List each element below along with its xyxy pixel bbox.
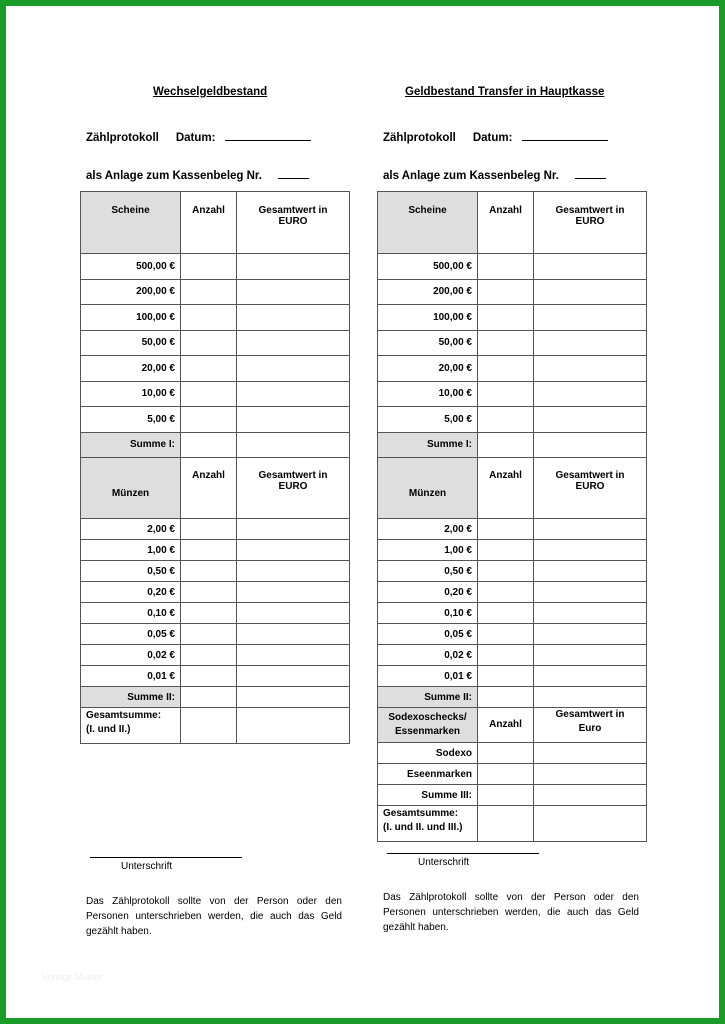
right-protocol-label: Zählprotokoll xyxy=(383,132,456,144)
table-row: 0,01 € xyxy=(378,666,647,687)
table-row: 20,00 € xyxy=(378,356,647,382)
header-scheine: Scheine xyxy=(378,192,478,254)
table-row: 2,00 € xyxy=(378,519,647,540)
header-gesamtwert: Gesamtwert in EURO xyxy=(237,192,350,254)
header-anzahl: Anzahl xyxy=(478,708,534,743)
right-note: Das Zählprotokoll sollte von der Person oder den Personen unterschrieben werden, die auch das Geld gezählt haben. xyxy=(383,892,639,933)
left-receipt-number-field[interactable] xyxy=(278,168,309,179)
table-row: 5,00 € xyxy=(378,407,647,433)
header-muenzen: Münzen xyxy=(81,458,181,519)
right-protocol-line xyxy=(383,130,608,144)
table-row: 1,00 € xyxy=(378,540,647,561)
right-title: Geldbestand Transfer in Hauptkasse xyxy=(405,86,605,98)
table-row: 0,02 € xyxy=(378,645,647,666)
sum1-row: Summe I: xyxy=(378,432,647,458)
right-signature-line[interactable] xyxy=(387,853,539,854)
header-anzahl: Anzahl xyxy=(181,458,237,519)
coins-header-row xyxy=(81,458,350,519)
header-anzahl: Anzahl xyxy=(181,192,237,254)
table-row: 200,00 € xyxy=(378,279,647,305)
left-date-field[interactable] xyxy=(225,130,311,141)
left-signature-label: Unterschrift xyxy=(121,861,173,872)
right-date-label: Datum: xyxy=(472,132,513,144)
table-row: 500,00 € xyxy=(81,254,350,280)
sum2-row: Summe II: xyxy=(378,687,647,708)
table-row: 20,00 € xyxy=(81,356,350,382)
table-row: 0,05 € xyxy=(378,624,647,645)
table-row: 0,02 € xyxy=(81,645,350,666)
header-gesamtwert: Gesamtwert in EURO xyxy=(534,458,647,519)
right-attachment-line xyxy=(383,168,606,182)
total-label: Gesamtsumme: (I. und II. und III.) xyxy=(378,806,478,842)
header-anzahl: Anzahl xyxy=(478,192,534,254)
left-title: Wechselgeldbestand xyxy=(153,86,268,98)
table-row: 500,00 € xyxy=(378,254,647,280)
table-row: 100,00 € xyxy=(378,305,647,331)
sum2-row: Summe II: xyxy=(81,687,350,708)
header-muenzen: Münzen xyxy=(378,458,478,519)
table-row: 50,00 € xyxy=(81,330,350,356)
left-note: Das Zählprotokoll sollte von der Person oder den Personen unterschrieben werden, die auch das Geld gezählt haben. xyxy=(86,896,342,937)
header-gesamtwert: Gesamtwert in EURO xyxy=(237,458,350,519)
total-label: Gesamtsumme: (I. und II.) xyxy=(81,708,181,744)
left-protocol-label: Zählprotokoll xyxy=(86,132,159,144)
table-row: 10,00 € xyxy=(378,381,647,407)
table-header-row xyxy=(378,192,647,254)
right-signature-label: Unterschrift xyxy=(418,857,470,868)
table-row: 0,50 € xyxy=(81,561,350,582)
left-count-table xyxy=(80,191,350,744)
header-gesamtwert: Gesamtwert in Euro xyxy=(534,708,647,743)
table-row: 200,00 € xyxy=(81,279,350,305)
table-row: 2,00 € xyxy=(81,519,350,540)
table-row: 0,05 € xyxy=(81,624,350,645)
total-row xyxy=(81,708,350,744)
table-row: 1,00 € xyxy=(81,540,350,561)
coins-header-row xyxy=(378,458,647,519)
header-sodexo: Sodexoschecks/ Essenmarken xyxy=(378,708,478,743)
table-header-row xyxy=(81,192,350,254)
table-row: 0,20 € xyxy=(378,582,647,603)
total-row xyxy=(378,806,647,842)
table-row: Sodexo xyxy=(378,743,647,764)
table-row: 100,00 € xyxy=(81,305,350,331)
table-row: 0,01 € xyxy=(81,666,350,687)
right-receipt-number-field[interactable] xyxy=(575,168,606,179)
table-row: Eseenmarken xyxy=(378,764,647,785)
table-row: 0,10 € xyxy=(378,603,647,624)
table-row: 5,00 € xyxy=(81,407,350,433)
right-attachment-label: als Anlage zum Kassenbeleg Nr. xyxy=(383,170,559,182)
right-date-field[interactable] xyxy=(522,130,608,141)
left-attachment-label: als Anlage zum Kassenbeleg Nr. xyxy=(86,170,262,182)
table-row: 50,00 € xyxy=(378,330,647,356)
left-date-label: Datum: xyxy=(175,132,216,144)
table-row: 10,00 € xyxy=(81,381,350,407)
right-count-table xyxy=(377,191,647,842)
header-gesamtwert: Gesamtwert in EURO xyxy=(534,192,647,254)
vouchers-header-row xyxy=(378,708,647,743)
left-signature-line[interactable] xyxy=(90,857,242,858)
watermark: Vorlage Muster xyxy=(42,972,103,982)
table-row: 0,20 € xyxy=(81,582,350,603)
sum3-row: Summe III: xyxy=(378,785,647,806)
table-row: 0,10 € xyxy=(81,603,350,624)
left-attachment-line xyxy=(86,168,309,182)
left-protocol-line xyxy=(86,130,311,144)
header-scheine: Scheine xyxy=(81,192,181,254)
header-anzahl: Anzahl xyxy=(478,458,534,519)
table-row: 0,50 € xyxy=(378,561,647,582)
sum1-row: Summe I: xyxy=(81,432,350,458)
